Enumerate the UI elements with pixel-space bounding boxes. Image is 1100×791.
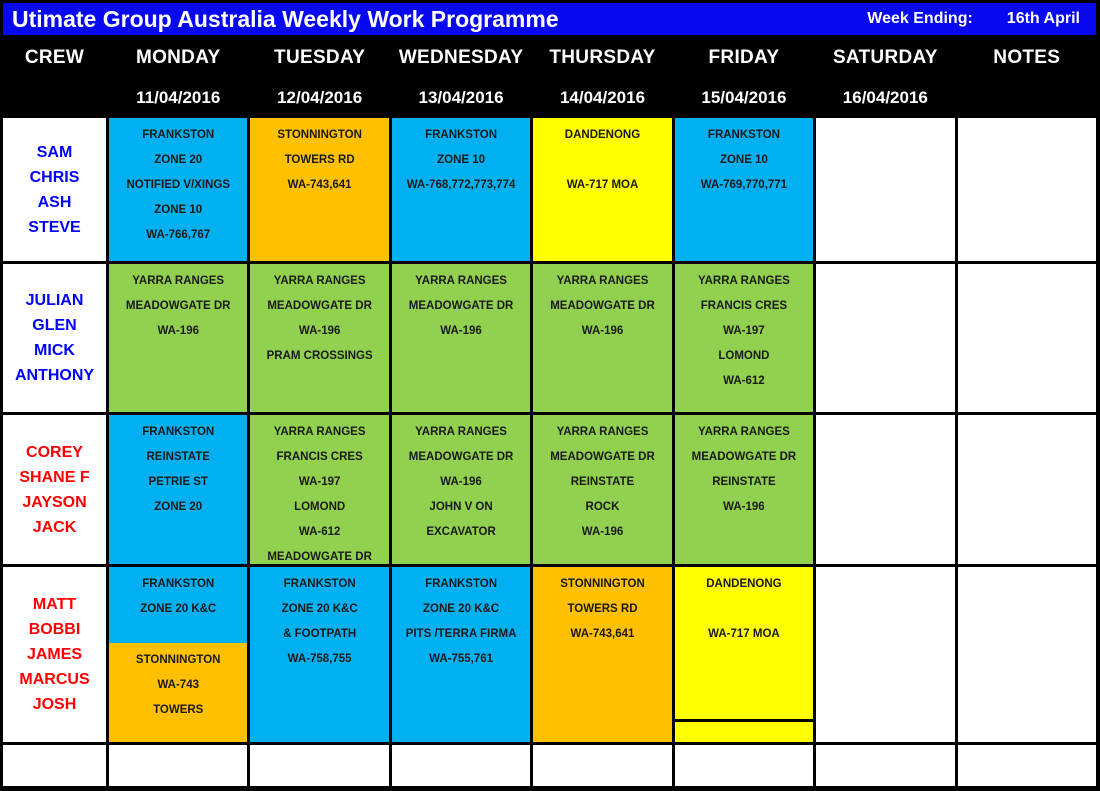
work-segment <box>816 567 954 742</box>
crew-cell-row5[interactable] <box>3 745 106 786</box>
work-segment <box>816 118 954 261</box>
work-line: WA-612 <box>298 526 341 538</box>
work-cell-friday-row1[interactable] <box>675 118 813 261</box>
work-line: WA-196 <box>157 325 199 337</box>
crew-name: JULIAN <box>25 292 84 309</box>
work-segment <box>958 745 1096 786</box>
work-segment <box>109 643 247 742</box>
date-cell-friday: 15/04/2016 <box>675 81 813 115</box>
work-line: WA-196 <box>298 325 341 337</box>
work-cell-tuesday-row5[interactable] <box>250 745 388 786</box>
work-segment <box>675 264 813 412</box>
work-cell-thursday-row1[interactable] <box>533 118 671 261</box>
work-segment <box>958 264 1096 412</box>
work-segment <box>533 745 671 786</box>
work-line: FRANKSTON <box>425 129 498 141</box>
work-line: ZONE 20 <box>154 501 203 513</box>
work-segment <box>392 264 530 412</box>
work-cell-notes-row2[interactable] <box>958 264 1096 412</box>
work-line: MEADOWGATE DR <box>691 451 797 463</box>
column-header-crew: CREW <box>3 38 106 78</box>
column-header-thursday: THURSDAY <box>533 38 671 78</box>
work-line: YARRA RANGES <box>415 426 507 438</box>
work-cell-tuesday-row3[interactable] <box>250 415 388 564</box>
date-cell-thursday: 14/04/2016 <box>533 81 671 115</box>
work-segment <box>392 567 530 742</box>
work-line: FRANKSTON <box>142 578 215 590</box>
work-cell-friday-row2[interactable] <box>675 264 813 412</box>
work-line: MEADOWGATE DR <box>267 300 372 312</box>
work-cell-monday-row2[interactable] <box>109 264 247 412</box>
work-cell-notes-row3[interactable] <box>958 415 1096 564</box>
work-line: ZONE 10 <box>154 204 203 216</box>
crew-name: ANTHONY <box>14 367 95 384</box>
work-cell-thursday-row4[interactable] <box>533 567 671 742</box>
work-segment <box>675 567 813 719</box>
work-cell-wednesday-row2[interactable] <box>392 264 530 412</box>
work-cell-friday-row4[interactable] <box>675 567 813 742</box>
schedule-grid <box>3 38 1096 786</box>
work-line: STONNINGTON <box>277 129 362 141</box>
work-segment <box>533 264 671 412</box>
work-line: FRANKSTON <box>707 129 780 141</box>
work-line: REINSTATE <box>570 476 635 488</box>
work-cell-thursday-row2[interactable] <box>533 264 671 412</box>
work-cell-wednesday-row3[interactable] <box>392 415 530 564</box>
crew-cell-row3[interactable] <box>3 415 106 564</box>
work-line: FRANCIS CRES <box>276 451 363 463</box>
work-line: FRANKSTON <box>142 426 215 438</box>
date-cell-tuesday: 12/04/2016 <box>250 81 388 115</box>
work-line: FRANKSTON <box>283 578 356 590</box>
work-line: WA-196 <box>581 325 624 337</box>
work-segment <box>816 745 954 786</box>
work-line: FRANCIS CRES <box>700 300 788 312</box>
work-line <box>533 148 671 173</box>
work-segment <box>958 567 1096 742</box>
work-line: MEADOWGATE DR <box>408 451 514 463</box>
crew-name: MATT <box>32 596 77 613</box>
work-line: WA-758,755 <box>287 653 352 665</box>
work-line: WA-743,641 <box>570 628 635 640</box>
crew-name: JAYSON <box>22 493 87 511</box>
work-cell-saturday-row1[interactable] <box>816 118 954 261</box>
work-line: PRAM CROSSINGS <box>266 350 373 362</box>
work-segment <box>392 745 530 786</box>
work-line: WA-717 MOA <box>566 179 639 191</box>
crew-name: CHRIS <box>29 168 80 186</box>
work-line: FRANKSTON <box>425 578 498 590</box>
work-cell-saturday-row5[interactable] <box>816 745 954 786</box>
work-line: YARRA RANGES <box>415 275 507 287</box>
work-line: WA-612 <box>723 375 765 387</box>
work-segment <box>109 567 247 643</box>
work-line: WA-196 <box>440 476 482 488</box>
work-cell-notes-row4[interactable] <box>958 567 1096 742</box>
work-segment <box>958 118 1096 261</box>
work-segment <box>250 118 388 261</box>
work-segment <box>109 745 247 786</box>
crew-name: BOBBI <box>28 621 81 638</box>
work-line: NOTIFIED V/XINGS <box>126 179 230 191</box>
work-line: DANDENONG <box>564 129 641 141</box>
work-line: WA-196 <box>723 501 765 513</box>
work-line: YARRA RANGES <box>698 426 790 438</box>
work-segment <box>533 567 671 742</box>
work-segment <box>250 415 388 564</box>
crew-cell-row4[interactable] <box>3 567 106 742</box>
work-line: STONNINGTON <box>560 578 645 590</box>
crew-name: JOSH <box>32 696 77 713</box>
work-line: YARRA RANGES <box>556 426 649 438</box>
work-cell-monday-row1[interactable] <box>109 118 247 261</box>
week-ending-value: 16th April <box>1006 10 1080 27</box>
work-segment <box>392 118 530 261</box>
work-line: WA-768,772,773,774 <box>406 179 516 191</box>
work-line: ROCK <box>585 501 620 513</box>
crew-name: STEVE <box>28 218 81 236</box>
work-cell-tuesday-row2[interactable] <box>250 264 388 412</box>
work-line: YARRA RANGES <box>132 275 225 287</box>
week-ending <box>867 10 1080 28</box>
work-line: PITS /TERRA FIRMA <box>405 628 517 640</box>
work-segment <box>675 415 813 564</box>
work-line: WA-196 <box>581 526 624 538</box>
work-segment <box>533 118 671 261</box>
work-cell-friday-row3[interactable] <box>675 415 813 564</box>
work-line: TOWERS RD <box>284 154 355 166</box>
work-line: MEADOWGATE DR <box>550 451 655 463</box>
work-cell-notes-row5[interactable] <box>958 745 1096 786</box>
work-segment <box>816 415 954 564</box>
work-line: LOMOND <box>718 350 770 362</box>
work-cell-notes-row1[interactable] <box>958 118 1096 261</box>
page-title: Utimate Group Australia Weekly Work Programme <box>12 5 559 32</box>
work-line: REINSTATE <box>712 476 776 488</box>
work-cell-thursday-row5[interactable] <box>533 745 671 786</box>
work-segment <box>109 118 247 261</box>
date-cell-monday: 11/04/2016 <box>109 81 247 115</box>
work-cell-wednesday-row4[interactable] <box>392 567 530 742</box>
work-line: ZONE 20 K&C <box>281 603 358 615</box>
work-line: ZONE 10 <box>437 154 486 166</box>
work-line: MEADOWGATE DR <box>408 300 514 312</box>
work-cell-saturday-row4[interactable] <box>816 567 954 742</box>
date-cell-crew <box>3 81 106 115</box>
work-line: EXCAVATOR <box>426 526 496 538</box>
work-line: TOWERS RD <box>567 603 638 615</box>
column-header-notes: NOTES <box>958 38 1096 78</box>
work-segment <box>533 415 671 564</box>
work-line: TOWERS <box>153 704 204 716</box>
column-header-saturday: SATURDAY <box>816 38 954 78</box>
work-segment <box>958 415 1096 564</box>
crew-cell-row1[interactable] <box>3 118 106 261</box>
work-line: MEADOWGATE DR <box>267 551 372 563</box>
work-line: REINSTATE <box>146 451 210 463</box>
work-cell-monday-row4[interactable] <box>109 567 247 742</box>
crew-name: SHANE F <box>19 468 90 486</box>
work-segment <box>675 745 813 786</box>
work-cell-friday-row5[interactable] <box>675 745 813 786</box>
title-bar <box>3 3 1096 35</box>
column-header-monday: MONDAY <box>109 38 247 78</box>
crew-cell-row2[interactable] <box>3 264 106 412</box>
work-segment <box>675 719 813 742</box>
crew-name: JAMES <box>26 646 83 663</box>
work-line: WA-717 MOA <box>708 628 780 640</box>
work-line: LOMOND <box>294 501 346 513</box>
work-line: WA-743,641 <box>287 179 352 191</box>
work-segment <box>109 264 247 412</box>
work-segment <box>392 415 530 564</box>
crew-name: GLEN <box>32 317 77 334</box>
date-cell-saturday: 16/04/2016 <box>816 81 954 115</box>
work-segment <box>816 264 954 412</box>
work-line: YARRA RANGES <box>698 275 790 287</box>
work-cell-tuesday-row1[interactable] <box>250 118 388 261</box>
work-cell-thursday-row3[interactable] <box>533 415 671 564</box>
crew-name: MICK <box>34 342 75 359</box>
work-line: ZONE 20 K&C <box>140 603 217 615</box>
work-cell-saturday-row3[interactable] <box>816 415 954 564</box>
column-header-tuesday: TUESDAY <box>250 38 388 78</box>
work-line: ZONE 20 K&C <box>423 603 500 615</box>
date-cell-wednesday: 13/04/2016 <box>392 81 530 115</box>
crew-name: SAM <box>36 143 73 161</box>
work-line: YARRA RANGES <box>273 426 366 438</box>
work-cell-wednesday-row5[interactable] <box>392 745 530 786</box>
work-segment <box>250 745 388 786</box>
work-line: WA-197 <box>723 325 765 337</box>
work-segment <box>250 567 388 742</box>
crew-name: JACK <box>32 518 77 536</box>
work-line <box>675 597 813 622</box>
column-header-friday: FRIDAY <box>675 38 813 78</box>
work-cell-monday-row3[interactable] <box>109 415 247 564</box>
work-cell-saturday-row2[interactable] <box>816 264 954 412</box>
work-segment <box>675 118 813 261</box>
work-line: WA-196 <box>440 325 482 337</box>
work-cell-monday-row5[interactable] <box>109 745 247 786</box>
work-line: ZONE 10 <box>719 154 768 166</box>
work-line: JOHN V ON <box>429 501 493 513</box>
work-line: YARRA RANGES <box>273 275 366 287</box>
crew-name: MARCUS <box>19 671 90 688</box>
work-cell-tuesday-row4[interactable] <box>250 567 388 742</box>
work-line: WA-755,761 <box>429 653 494 665</box>
work-line: MEADOWGATE DR <box>550 300 655 312</box>
work-segment <box>250 264 388 412</box>
crew-name: ASH <box>37 193 72 211</box>
work-line: DANDENONG <box>706 578 782 590</box>
week-ending-label: Week Ending: <box>867 10 973 27</box>
work-segment <box>109 415 247 564</box>
work-line: WA-769,770,771 <box>700 179 788 191</box>
work-cell-wednesday-row1[interactable] <box>392 118 530 261</box>
work-line: MEADOWGATE DR <box>125 300 231 312</box>
work-line: WA-766,767 <box>146 229 211 241</box>
work-line: FRANKSTON <box>142 129 215 141</box>
work-line: YARRA RANGES <box>556 275 649 287</box>
work-line: ZONE 20 <box>154 154 203 166</box>
work-line: WA-743 <box>157 679 199 691</box>
date-cell-notes <box>958 81 1096 115</box>
column-header-wednesday: WEDNESDAY <box>392 38 530 78</box>
work-line: & FOOTPATH <box>283 628 357 640</box>
work-line: WA-197 <box>298 476 341 488</box>
crew-name: COREY <box>26 443 83 461</box>
work-line: PETRIE ST <box>148 476 208 488</box>
work-line: STONNINGTON <box>135 654 221 666</box>
